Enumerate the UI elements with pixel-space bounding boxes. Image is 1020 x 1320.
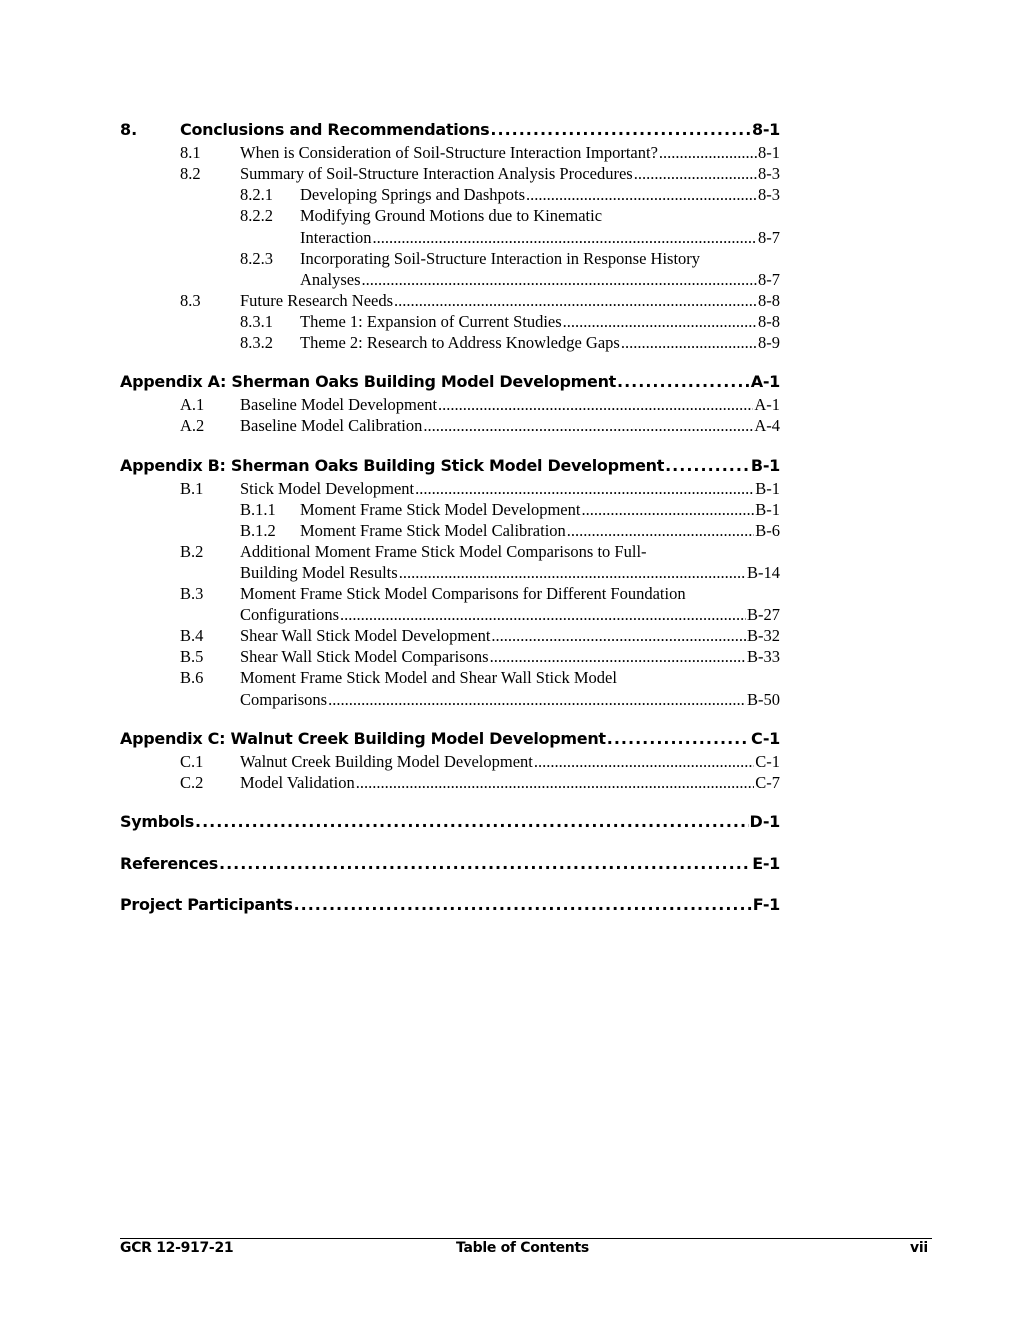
footer-rule [120, 1238, 932, 1239]
footer-page-number: vii [910, 1240, 928, 1256]
toc-entry-8-2[interactable] [240, 164, 780, 184]
entry-title-line1: Incorporating Soil-Structure Interaction in Response History [300, 249, 701, 268]
section-number: B.1 [180, 479, 204, 498]
toc-entry-appendix-c[interactable] [120, 729, 780, 748]
dot-leader [491, 626, 746, 646]
toc-entry-b-3[interactable] [240, 605, 780, 625]
toc-entry-appendix-a[interactable] [120, 372, 780, 391]
toc-entry-references[interactable] [120, 854, 780, 873]
toc-entry-8-3-2[interactable] [300, 333, 780, 353]
entry-page: A-1 [750, 372, 780, 391]
section-number: C.2 [180, 773, 204, 792]
entry-title: Appendix B: Sherman Oaks Building Stick Model Development [120, 456, 665, 475]
section-number: B.1.2 [240, 521, 276, 540]
entry-page: F-1 [752, 895, 780, 914]
dot-leader [356, 773, 755, 793]
entry-page: 8-8 [758, 312, 780, 331]
entry-title-line2: Building Model Results [240, 563, 398, 582]
dot-leader [195, 812, 749, 831]
entry-title-line1: Moment Frame Stick Model Comparisons for Different Foundation [240, 584, 686, 603]
toc-entry-c-1[interactable] [240, 752, 780, 772]
section-number: 8.1 [180, 143, 201, 162]
section-number: B.1.1 [240, 500, 276, 519]
toc-entry-8-1[interactable] [240, 143, 780, 163]
toc-entry-project-participants[interactable] [120, 895, 780, 914]
entry-page: 8-9 [758, 333, 780, 352]
entry-page: 8-7 [758, 228, 780, 247]
toc-entry-b-1-1[interactable] [300, 500, 780, 520]
entry-title: Baseline Model Calibration [240, 416, 423, 435]
dot-leader [621, 333, 757, 353]
entry-page: 8-8 [758, 291, 780, 310]
dot-leader [362, 270, 758, 290]
entry-title: Future Research Needs [240, 291, 394, 310]
entry-title: Baseline Model Development [240, 395, 438, 414]
entry-page: 8-3 [758, 185, 780, 204]
entry-page: C-1 [755, 752, 780, 771]
entry-page: 8-3 [758, 164, 780, 183]
entry-title: Developing Springs and Dashpots [300, 185, 526, 204]
entry-page: B-1 [755, 479, 780, 498]
dot-leader [340, 605, 746, 625]
entry-title: Walnut Creek Building Model Development [240, 752, 533, 771]
entry-page: A-4 [754, 416, 780, 435]
entry-title: Moment Frame Stick Model Development [300, 500, 581, 519]
toc-entry-b-1[interactable] [240, 479, 780, 499]
entry-title: Stick Model Development [240, 479, 415, 498]
entry-title: Conclusions and Recommendations [180, 120, 490, 139]
entry-title-line1: Modifying Ground Motions due to Kinematic [300, 206, 603, 225]
section-number: B.5 [180, 647, 204, 666]
dot-leader [490, 647, 746, 667]
dot-leader [581, 500, 754, 520]
section-number: 8.2.3 [240, 249, 273, 268]
entry-page: 8-7 [758, 270, 780, 289]
entry-page: C-7 [755, 773, 780, 792]
entry-title: Symbols [120, 812, 194, 831]
section-number: 8.2.2 [240, 206, 273, 225]
entry-title-line1: Additional Moment Frame Stick Model Comparisons to Full- [240, 542, 647, 561]
dot-leader [659, 143, 757, 163]
toc-entry-b-4[interactable] [240, 626, 780, 646]
entry-page: B-6 [755, 521, 780, 540]
dot-leader [399, 563, 746, 583]
entry-page: A-1 [754, 395, 780, 414]
entry-title: References [120, 854, 218, 873]
section-number: B.4 [180, 626, 204, 645]
toc-entry-b-5[interactable] [240, 647, 780, 667]
dot-leader [526, 185, 757, 205]
toc-entry-b-1-2[interactable] [300, 521, 780, 541]
toc-entry-symbols[interactable] [120, 812, 780, 831]
toc-entry-8-2-2[interactable] [300, 228, 780, 248]
entry-title: Project Participants [120, 895, 293, 914]
entry-page: B-1 [750, 456, 780, 475]
entry-page: B-27 [747, 605, 780, 624]
entry-title: Summary of Soil-Structure Interaction Analysis Procedures [240, 164, 633, 183]
section-number: C.1 [180, 752, 204, 771]
dot-leader [490, 120, 751, 139]
toc-entry-a-1[interactable] [240, 395, 780, 415]
dot-leader [328, 690, 746, 710]
section-number: 8.3.1 [240, 312, 273, 331]
entry-title: Theme 2: Research to Address Knowledge Gaps [300, 333, 620, 352]
entry-page: B-14 [747, 563, 780, 582]
dot-leader [294, 895, 752, 914]
toc-entry-8-3-1[interactable] [300, 312, 780, 332]
entry-page: B-50 [747, 690, 780, 709]
toc-entry-appendix-b[interactable] [120, 456, 780, 475]
dot-leader [423, 416, 753, 436]
toc-entry-chapter-8[interactable] [180, 120, 780, 139]
section-number: A.1 [180, 395, 205, 414]
section-number: 8.2.1 [240, 185, 273, 204]
dot-leader [607, 729, 750, 748]
dot-leader [665, 456, 750, 475]
entry-title: When is Consideration of Soil-Structure Interaction Important? [240, 143, 658, 162]
section-number: B.2 [180, 542, 204, 561]
entry-title: Theme 1: Expansion of Current Studies [300, 312, 562, 331]
entry-page: B-33 [747, 647, 780, 666]
entry-title: Moment Frame Stick Model Calibration [300, 521, 566, 540]
section-number: A.2 [180, 416, 205, 435]
entry-title: Appendix C: Walnut Creek Building Model Development [120, 729, 606, 748]
entry-page: C-1 [751, 729, 780, 748]
footer-report-number: GCR 12-917-21 [120, 1240, 234, 1256]
toc-entry-b-6[interactable] [240, 690, 780, 710]
entry-title: Model Validation [240, 773, 355, 792]
toc-entry-8-2-1[interactable] [300, 185, 780, 205]
entry-page: 8-1 [758, 143, 780, 162]
toc-entry-b-2[interactable] [240, 563, 780, 583]
entry-title: Appendix A: Sherman Oaks Building Model Development [120, 372, 617, 391]
section-number: 8.3.2 [240, 333, 273, 352]
entry-title-line2: Analyses [300, 270, 361, 289]
section-number: B.6 [180, 668, 204, 687]
toc-entry-8-3[interactable] [240, 291, 780, 311]
entry-title: Shear Wall Stick Model Comparisons [240, 647, 489, 666]
entry-page: D-1 [749, 812, 780, 831]
dot-leader [219, 854, 751, 873]
entry-page: E-1 [752, 854, 780, 873]
entry-title-line2: Interaction [300, 228, 372, 247]
dot-leader [567, 521, 754, 541]
entry-page: B-32 [747, 626, 780, 645]
entry-title-line2: Configurations [240, 605, 339, 624]
footer-section-title: Table of Contents [456, 1240, 589, 1256]
chapter-number: 8. [120, 120, 138, 139]
dot-leader [617, 372, 750, 391]
entry-page: B-1 [755, 500, 780, 519]
toc-entry-c-2[interactable] [240, 773, 780, 793]
entry-page: 8-1 [751, 120, 780, 139]
dot-leader [372, 228, 757, 248]
section-number: B.3 [180, 584, 204, 603]
section-number: 8.3 [180, 291, 201, 310]
dot-leader [534, 752, 754, 772]
entry-title: Shear Wall Stick Model Development [240, 626, 491, 645]
toc-entry-a-2[interactable] [240, 416, 780, 436]
dot-leader [634, 164, 757, 184]
entry-title-line1: Moment Frame Stick Model and Shear Wall Stick Model [240, 668, 617, 687]
toc-entry-8-2-3[interactable] [300, 270, 780, 290]
section-number: 8.2 [180, 164, 201, 183]
entry-title-line2: Comparisons [240, 690, 328, 709]
dot-leader [394, 291, 757, 311]
dot-leader [438, 395, 753, 415]
dot-leader [415, 479, 754, 499]
dot-leader [563, 312, 757, 332]
